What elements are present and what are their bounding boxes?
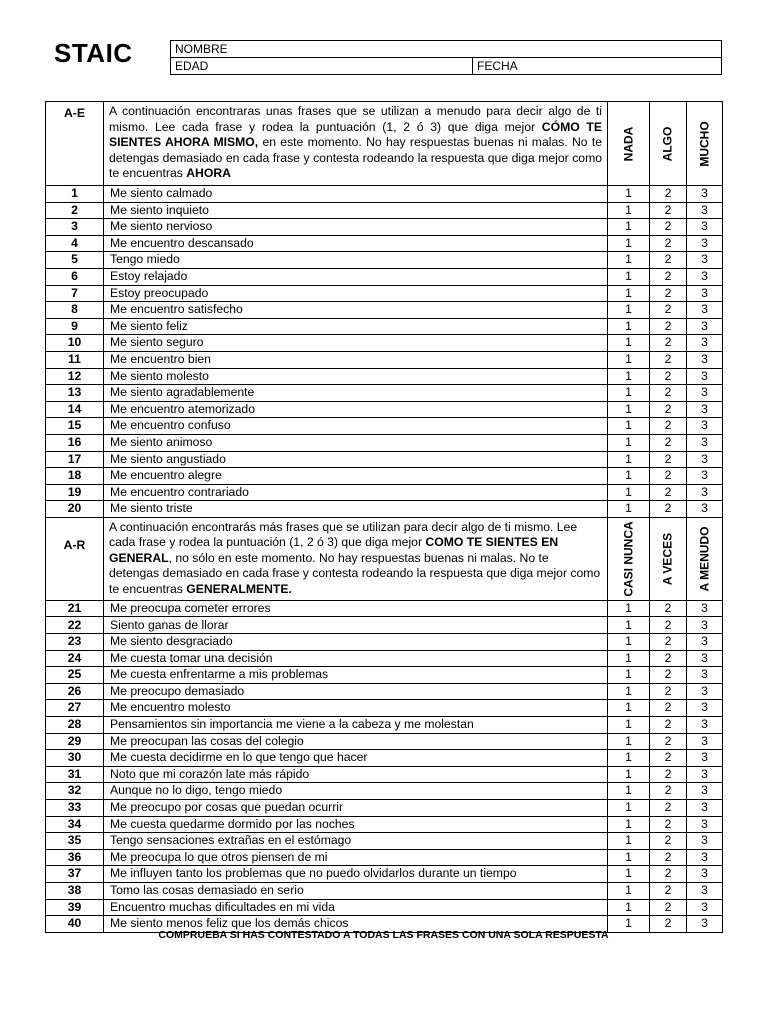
answer-option-3[interactable]: 3 xyxy=(687,816,723,833)
column-casi-nunca xyxy=(608,517,650,600)
answer-option-3[interactable]: 3 xyxy=(687,318,723,335)
question-number: 7 xyxy=(46,285,104,302)
column-a-menudo-label: A MENUDO xyxy=(696,526,711,592)
question-row xyxy=(46,484,723,501)
column-nada xyxy=(608,102,650,186)
ar-instr-part2: , no sólo en este momento. No hay respuestas buenas ni malas. No te detengas demasiado en cada frase y contesta rodeando la respuesta que diga mejor como te encuentras xyxy=(109,550,601,596)
question-row xyxy=(46,700,723,717)
question-text: Me siento desgraciado xyxy=(104,634,608,651)
answer-option-2[interactable]: 2 xyxy=(650,750,687,767)
answer-option-1[interactable]: 1 xyxy=(608,783,650,800)
question-row xyxy=(46,468,723,485)
column-mucho-label: MUCHO xyxy=(696,120,711,167)
column-nada-label: NADA xyxy=(620,126,635,161)
identification-table xyxy=(170,40,722,75)
footer-note: COMPRUEBA SI HAS CONTESTADO A TODAS LAS FRASES CON UNA SOLA RESPUESTA xyxy=(158,929,609,941)
question-row xyxy=(46,683,723,700)
answer-option-1[interactable]: 1 xyxy=(608,451,650,468)
answer-option-2[interactable]: 2 xyxy=(650,368,687,385)
answer-option-1[interactable]: 1 xyxy=(608,418,650,435)
section-ar-code: A-R xyxy=(46,517,104,600)
answer-option-2[interactable]: 2 xyxy=(650,866,687,883)
answer-option-1[interactable]: 1 xyxy=(608,268,650,285)
question-number: 37 xyxy=(46,866,104,883)
question-row xyxy=(46,219,723,236)
answer-option-3[interactable]: 3 xyxy=(687,766,723,783)
question-text: Noto que mi corazón late más rápido xyxy=(104,766,608,783)
answer-option-1[interactable]: 1 xyxy=(608,733,650,750)
column-algo xyxy=(650,102,687,186)
answer-option-1[interactable]: 1 xyxy=(608,683,650,700)
answer-option-3[interactable]: 3 xyxy=(687,468,723,485)
answer-option-1[interactable]: 1 xyxy=(608,351,650,368)
question-number: 6 xyxy=(46,268,104,285)
nombre-field[interactable]: NOMBRE xyxy=(171,41,722,58)
answer-option-2[interactable]: 2 xyxy=(650,418,687,435)
question-row xyxy=(46,252,723,269)
answer-option-3[interactable]: 3 xyxy=(687,268,723,285)
answer-option-3[interactable]: 3 xyxy=(687,634,723,651)
question-text: Tomo las cosas demasiado en serio xyxy=(104,882,608,899)
question-row xyxy=(46,783,723,800)
answer-option-3[interactable]: 3 xyxy=(687,882,723,899)
question-number: 11 xyxy=(46,351,104,368)
section-ar xyxy=(46,517,723,932)
answer-option-2[interactable]: 2 xyxy=(650,302,687,319)
answer-option-2[interactable]: 2 xyxy=(650,468,687,485)
question-text: Me siento menos feliz que los demás chicos xyxy=(104,916,608,933)
ae-instr-bold1: CÓMO TE SIENTES AHORA MISMO, xyxy=(109,119,602,149)
answer-option-1[interactable]: 1 xyxy=(608,600,650,617)
question-text: Estoy relajado xyxy=(104,268,608,285)
answer-option-3[interactable]: 3 xyxy=(687,202,723,219)
question-number: 4 xyxy=(46,235,104,252)
answer-option-3[interactable]: 3 xyxy=(687,667,723,684)
answer-option-1[interactable]: 1 xyxy=(608,401,650,418)
answer-option-3[interactable]: 3 xyxy=(687,783,723,800)
answer-option-2[interactable]: 2 xyxy=(650,501,687,518)
answer-option-2[interactable]: 2 xyxy=(650,766,687,783)
answer-option-1[interactable]: 1 xyxy=(608,202,650,219)
question-number: 12 xyxy=(46,368,104,385)
question-number: 26 xyxy=(46,683,104,700)
question-number: 8 xyxy=(46,302,104,319)
answer-option-2[interactable]: 2 xyxy=(650,318,687,335)
section-ae-instructions xyxy=(104,102,608,186)
question-text: Me cuesta tomar una decisión xyxy=(104,650,608,667)
question-number: 2 xyxy=(46,202,104,219)
ar-instr-bold2: GENERALMENTE. xyxy=(186,581,292,596)
question-text: Me siento inquieto xyxy=(104,202,608,219)
question-row xyxy=(46,866,723,883)
answer-option-2[interactable]: 2 xyxy=(650,733,687,750)
question-text: Me influyen tanto los problemas que no puedo olvidarlos durante un tiempo xyxy=(104,866,608,883)
question-row xyxy=(46,600,723,617)
answer-option-2[interactable]: 2 xyxy=(650,899,687,916)
ae-instr-part2: en este momento. No hay respuestas buenas ni malas. No te detengas demasiado en cada frase y contesta rodeando la respuesta que diga mejor como te encuentras xyxy=(109,135,603,180)
question-row xyxy=(46,202,723,219)
answer-option-3[interactable]: 3 xyxy=(687,252,723,269)
question-text: Me encuentro satisfecho xyxy=(104,302,608,319)
question-number: 38 xyxy=(46,882,104,899)
answer-option-3[interactable]: 3 xyxy=(687,650,723,667)
answer-option-2[interactable]: 2 xyxy=(650,816,687,833)
question-text: Me encuentro molesto xyxy=(104,700,608,717)
question-text: Me siento nervioso xyxy=(104,219,608,236)
question-text: Me siento molesto xyxy=(104,368,608,385)
answer-option-2[interactable]: 2 xyxy=(650,617,687,634)
question-text: Me cuesta quedarme dormido por las noches xyxy=(104,816,608,833)
question-row xyxy=(46,335,723,352)
answer-option-1[interactable]: 1 xyxy=(608,335,650,352)
answer-option-1[interactable]: 1 xyxy=(608,235,650,252)
answer-option-2[interactable]: 2 xyxy=(650,385,687,402)
answer-option-3[interactable]: 3 xyxy=(687,434,723,451)
question-row xyxy=(46,800,723,817)
question-text: Me encuentro alegre xyxy=(104,468,608,485)
question-text: Pensamientos sin importancia me viene a la cabeza y me molestan xyxy=(104,717,608,734)
answer-option-3[interactable]: 3 xyxy=(687,700,723,717)
answer-option-2[interactable]: 2 xyxy=(650,882,687,899)
answer-option-1[interactable]: 1 xyxy=(608,368,650,385)
question-text: Me encuentro confuso xyxy=(104,418,608,435)
answer-option-2[interactable]: 2 xyxy=(650,268,687,285)
ar-instr-part1: A continuación encontrarás más frases que se utilizan para decir algo de ti mismo. Lee cada frase y rodea la puntuación (1, 2 ó 3) que diga mejor xyxy=(109,519,578,550)
question-number: 13 xyxy=(46,385,104,402)
question-row xyxy=(46,501,723,518)
answer-option-3[interactable]: 3 xyxy=(687,849,723,866)
answer-option-1[interactable]: 1 xyxy=(608,634,650,651)
question-text: Me encuentro descansado xyxy=(104,235,608,252)
question-text: Me encuentro contrariado xyxy=(104,484,608,501)
column-casi-nunca-label: CASI NUNCA xyxy=(620,521,635,597)
answer-option-1[interactable]: 1 xyxy=(608,434,650,451)
answer-option-2[interactable]: 2 xyxy=(650,401,687,418)
question-row xyxy=(46,617,723,634)
question-number: 9 xyxy=(46,318,104,335)
question-row xyxy=(46,650,723,667)
answer-option-1[interactable]: 1 xyxy=(608,866,650,883)
question-row xyxy=(46,418,723,435)
answer-option-3[interactable]: 3 xyxy=(687,617,723,634)
answer-option-1[interactable]: 1 xyxy=(608,650,650,667)
question-number: 33 xyxy=(46,800,104,817)
question-number: 20 xyxy=(46,501,104,518)
question-text: Me preocupa lo que otros piensen de mi xyxy=(104,849,608,866)
question-row xyxy=(46,634,723,651)
question-number: 30 xyxy=(46,750,104,767)
answer-option-3[interactable]: 3 xyxy=(687,351,723,368)
answer-option-1[interactable]: 1 xyxy=(608,285,650,302)
answer-option-2[interactable]: 2 xyxy=(650,186,687,203)
column-algo-label: ALGO xyxy=(660,126,675,161)
question-row xyxy=(46,766,723,783)
answer-option-1[interactable]: 1 xyxy=(608,385,650,402)
question-number: 17 xyxy=(46,451,104,468)
question-number: 25 xyxy=(46,667,104,684)
answer-option-2[interactable]: 2 xyxy=(650,800,687,817)
answer-option-1[interactable]: 1 xyxy=(608,501,650,518)
question-number: 29 xyxy=(46,733,104,750)
answer-option-2[interactable]: 2 xyxy=(650,484,687,501)
answer-option-1[interactable]: 1 xyxy=(608,816,650,833)
answer-option-2[interactable]: 2 xyxy=(650,650,687,667)
answer-option-1[interactable]: 1 xyxy=(608,882,650,899)
answer-option-2[interactable]: 2 xyxy=(650,634,687,651)
question-text: Me siento calmado xyxy=(104,186,608,203)
column-a-veces-label: A VECES xyxy=(660,532,675,585)
answer-option-2[interactable]: 2 xyxy=(650,202,687,219)
question-number: 22 xyxy=(46,617,104,634)
answer-option-3[interactable]: 3 xyxy=(687,302,723,319)
answer-option-3[interactable]: 3 xyxy=(687,833,723,850)
answer-option-3[interactable]: 3 xyxy=(687,235,723,252)
question-number: 32 xyxy=(46,783,104,800)
question-number: 24 xyxy=(46,650,104,667)
answer-option-1[interactable]: 1 xyxy=(608,766,650,783)
question-text: Me preocupo por cosas que puedan ocurrir xyxy=(104,800,608,817)
answer-option-1[interactable]: 1 xyxy=(608,667,650,684)
question-text: Tengo miedo xyxy=(104,252,608,269)
answer-option-2[interactable]: 2 xyxy=(650,833,687,850)
answer-option-3[interactable]: 3 xyxy=(687,916,723,933)
question-row xyxy=(46,302,723,319)
question-row xyxy=(46,318,723,335)
answer-option-3[interactable]: 3 xyxy=(687,899,723,916)
question-row xyxy=(46,186,723,203)
question-text: Me cuesta enfrentarme a mis problemas xyxy=(104,667,608,684)
question-row xyxy=(46,268,723,285)
column-mucho xyxy=(687,102,723,186)
section-ae-code: A-E xyxy=(46,102,104,186)
answer-option-2[interactable]: 2 xyxy=(650,916,687,933)
answer-option-1[interactable]: 1 xyxy=(608,302,650,319)
answer-option-1[interactable]: 1 xyxy=(608,468,650,485)
question-text: Me siento triste xyxy=(104,501,608,518)
column-a-veces xyxy=(650,517,687,600)
answer-option-1[interactable]: 1 xyxy=(608,186,650,203)
answer-option-1[interactable]: 1 xyxy=(608,219,650,236)
fecha-field[interactable]: FECHA xyxy=(473,58,722,75)
answer-option-2[interactable]: 2 xyxy=(650,600,687,617)
question-number: 19 xyxy=(46,484,104,501)
ar-instr-bold1: COMO TE SIENTES EN GENERAL xyxy=(109,535,559,565)
question-number: 18 xyxy=(46,468,104,485)
answer-option-3[interactable]: 3 xyxy=(687,866,723,883)
answer-option-3[interactable]: 3 xyxy=(687,335,723,352)
question-text: Aunque no lo digo, tengo miedo xyxy=(104,783,608,800)
answer-option-3[interactable]: 3 xyxy=(687,733,723,750)
question-text: Me preocupo demasiado xyxy=(104,683,608,700)
question-row xyxy=(46,451,723,468)
answer-option-2[interactable]: 2 xyxy=(650,285,687,302)
answer-option-2[interactable]: 2 xyxy=(650,235,687,252)
answer-option-3[interactable]: 3 xyxy=(687,219,723,236)
question-number: 3 xyxy=(46,219,104,236)
ae-instr-bold2: AHORA xyxy=(186,166,231,180)
question-text: Me siento seguro xyxy=(104,335,608,352)
question-row xyxy=(46,833,723,850)
answer-option-1[interactable]: 1 xyxy=(608,849,650,866)
question-number: 35 xyxy=(46,833,104,850)
question-row xyxy=(46,351,723,368)
answer-option-2[interactable]: 2 xyxy=(650,717,687,734)
question-number: 39 xyxy=(46,899,104,916)
question-text: Me siento angustiado xyxy=(104,451,608,468)
answer-option-3[interactable]: 3 xyxy=(687,451,723,468)
question-text: Me preocupan las cosas del colegio xyxy=(104,733,608,750)
answer-option-1[interactable]: 1 xyxy=(608,833,650,850)
question-row xyxy=(46,816,723,833)
answer-option-2[interactable]: 2 xyxy=(650,434,687,451)
question-text: Estoy preocupado xyxy=(104,285,608,302)
answer-option-3[interactable]: 3 xyxy=(687,385,723,402)
question-text: Encuentro muchas dificultades en mi vida xyxy=(104,899,608,916)
question-number: 27 xyxy=(46,700,104,717)
answer-option-1[interactable]: 1 xyxy=(608,484,650,501)
question-number: 40 xyxy=(46,916,104,933)
question-number: 28 xyxy=(46,717,104,734)
question-text: Me siento feliz xyxy=(104,318,608,335)
answer-option-2[interactable]: 2 xyxy=(650,335,687,352)
question-number: 16 xyxy=(46,434,104,451)
question-number: 1 xyxy=(46,186,104,203)
answer-option-1[interactable]: 1 xyxy=(608,617,650,634)
question-number: 10 xyxy=(46,335,104,352)
question-text: Me siento agradablemente xyxy=(104,385,608,402)
answer-option-3[interactable]: 3 xyxy=(687,418,723,435)
answer-option-1[interactable]: 1 xyxy=(608,318,650,335)
answer-option-1[interactable]: 1 xyxy=(608,252,650,269)
question-text: Me siento animoso xyxy=(104,434,608,451)
questionnaire-table xyxy=(45,101,723,933)
question-row xyxy=(46,717,723,734)
question-row xyxy=(46,285,723,302)
question-number: 34 xyxy=(46,816,104,833)
question-text: Tengo sensaciones extrañas en el estómago xyxy=(104,833,608,850)
answer-option-2[interactable]: 2 xyxy=(650,849,687,866)
answer-option-3[interactable]: 3 xyxy=(687,484,723,501)
question-row xyxy=(46,235,723,252)
answer-option-3[interactable]: 3 xyxy=(687,683,723,700)
section-ar-instructions xyxy=(104,517,608,600)
question-text: Me cuesta decidirme en lo que tengo que hacer xyxy=(104,750,608,767)
question-number: 21 xyxy=(46,600,104,617)
answer-option-2[interactable]: 2 xyxy=(650,351,687,368)
answer-option-3[interactable]: 3 xyxy=(687,717,723,734)
question-text: Siento ganas de llorar xyxy=(104,617,608,634)
question-text: Me encuentro atemorizado xyxy=(104,401,608,418)
question-row xyxy=(46,368,723,385)
answer-option-1[interactable]: 1 xyxy=(608,916,650,933)
question-row xyxy=(46,667,723,684)
answer-option-1[interactable]: 1 xyxy=(608,750,650,767)
section-ae xyxy=(46,102,723,518)
question-row xyxy=(46,733,723,750)
question-row xyxy=(46,434,723,451)
question-row xyxy=(46,899,723,916)
question-number: 31 xyxy=(46,766,104,783)
answer-option-1[interactable]: 1 xyxy=(608,800,650,817)
answer-option-3[interactable]: 3 xyxy=(687,600,723,617)
form-title: STAIC xyxy=(54,38,133,68)
answer-option-2[interactable]: 2 xyxy=(650,451,687,468)
answer-option-3[interactable]: 3 xyxy=(687,186,723,203)
answer-option-1[interactable]: 1 xyxy=(608,717,650,734)
answer-option-3[interactable]: 3 xyxy=(687,800,723,817)
answer-option-3[interactable]: 3 xyxy=(687,501,723,518)
question-text: Me preocupa cometer errores xyxy=(104,600,608,617)
ae-instr-part1: A continuación encontraras unas frases que se utilizan a menudo para decir algo de ti mismo. Lee cada frase y rodea la puntuación (1, 2 ó 3) que diga mejor xyxy=(109,104,602,134)
answer-option-3[interactable]: 3 xyxy=(687,368,723,385)
question-row xyxy=(46,401,723,418)
answer-option-2[interactable]: 2 xyxy=(650,700,687,717)
question-row xyxy=(46,385,723,402)
edad-field[interactable]: EDAD xyxy=(171,58,473,75)
question-row xyxy=(46,849,723,866)
answer-option-3[interactable]: 3 xyxy=(687,401,723,418)
question-number: 5 xyxy=(46,252,104,269)
question-number: 23 xyxy=(46,634,104,651)
question-row xyxy=(46,882,723,899)
answer-option-2[interactable]: 2 xyxy=(650,219,687,236)
answer-option-2[interactable]: 2 xyxy=(650,252,687,269)
answer-option-3[interactable]: 3 xyxy=(687,750,723,767)
answer-option-2[interactable]: 2 xyxy=(650,667,687,684)
answer-option-3[interactable]: 3 xyxy=(687,285,723,302)
answer-option-1[interactable]: 1 xyxy=(608,700,650,717)
answer-option-1[interactable]: 1 xyxy=(608,899,650,916)
question-number: 15 xyxy=(46,418,104,435)
column-a-menudo xyxy=(687,517,723,600)
question-text: Me encuentro bien xyxy=(104,351,608,368)
answer-option-2[interactable]: 2 xyxy=(650,783,687,800)
question-row xyxy=(46,750,723,767)
question-number: 36 xyxy=(46,849,104,866)
question-number: 14 xyxy=(46,401,104,418)
answer-option-2[interactable]: 2 xyxy=(650,683,687,700)
